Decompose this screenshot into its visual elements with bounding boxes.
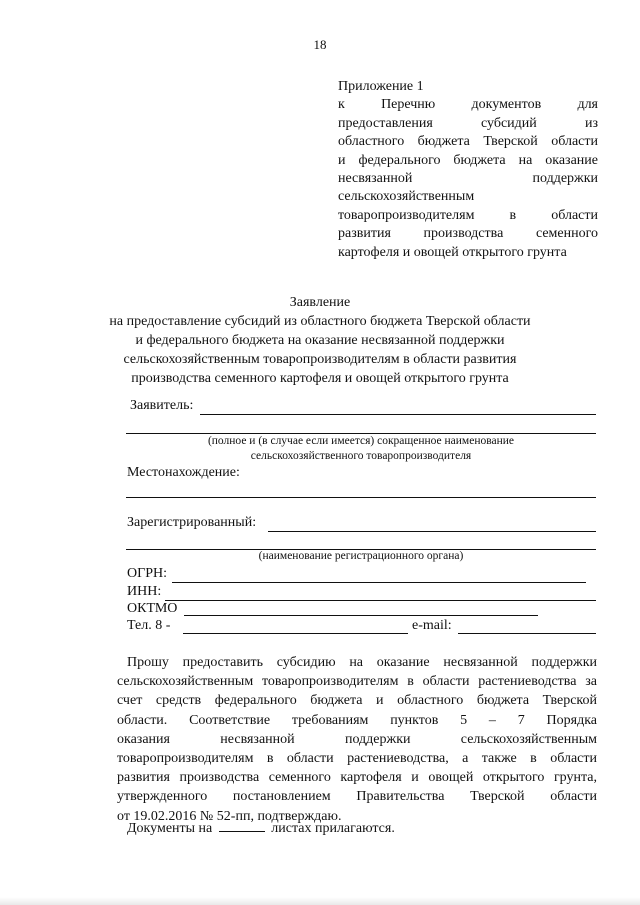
page-number: 18 [313,37,327,52]
paragraph-line: от 19.02.2016 № 52-пп, подтверждаю. [117,808,342,824]
ogrn-field[interactable] [172,582,586,583]
paragraph-line: товаропроизводителям в области растениеводства, а также в области [117,751,597,767]
email-field[interactable] [458,633,596,634]
documents-prefix: Документы на [127,821,213,836]
location-field[interactable] [126,497,596,498]
heading-line: и федерального бюджета на оказание несвязанной поддержки [135,333,505,348]
documents-suffix: листах прилагаются. [271,821,395,836]
appendix-line: сельскохозяйственным [338,189,475,205]
registered-field[interactable] [268,531,596,532]
applicant-caption: сельскохозяйственного товаропроизводителя [250,450,472,462]
inn-label: ИНН: [127,584,162,599]
heading-line: сельскохозяйственным товаропроизводителям в области развития [123,352,517,367]
email-label: e-mail: [412,618,452,633]
appendix-line: развития производства семенного [338,226,598,242]
appendix-line: к Перечню документов для [338,97,598,113]
scan-edge [0,897,640,905]
paragraph-line: области. Соответствие требованиям пунктов 5 – 7 Порядка [117,712,597,728]
sheet-count-field[interactable] [219,819,265,832]
paragraph-line: сельскохозяйственным товаропроизводителям в области растениеводства за [117,674,597,690]
applicant-field-line-2[interactable] [126,433,596,434]
paragraph-line: развития производства семенного картофеля и овощей открытого грунта, [117,770,597,786]
appendix-line: областного бюджета Тверской области [338,134,598,150]
registered-caption: (наименование регистрационного органа) [258,550,464,562]
paragraph-line: счет средств федерального бюджета и областного бюджета Тверской [117,693,597,709]
heading-title: Заявление [289,295,351,310]
attached-documents-line [127,819,395,837]
paragraph-line: утвержденного постановлением Правительства Тверской области [117,789,597,805]
inn-field[interactable] [165,600,596,601]
oktmo-label: ОКТМО [127,601,178,616]
heading-line: на предоставление субсидий из областного бюджета Тверской области [109,314,531,329]
appendix-line: и федерального бюджета на оказание [338,152,598,168]
applicant-caption: (полное и (в случае если имеется) сокращенное наименование [207,435,515,447]
oktmo-field[interactable] [184,615,538,616]
ogrn-label: ОГРН: [127,566,167,581]
applicant-label: Заявитель: [130,398,194,413]
appendix-line: несвязанной поддержки [338,171,598,187]
paragraph-line: Прошу предоставить субсидию на оказание несвязанной поддержки [127,655,597,670]
heading-line: производства семенного картофеля и овощей открытого грунта [131,371,509,386]
paragraph-line: оказания несвязанной поддержки сельскохозяйственным [117,731,597,747]
appendix-line: картофеля и овощей открытого грунта [338,244,567,260]
request-paragraph [117,653,597,826]
appendix-line: товаропроизводителям в области [338,207,598,223]
phone-label: Тел. 8 - [127,618,171,633]
appendix-line: Приложение 1 [338,79,424,94]
appendix-line: предоставления субсидий из [338,115,598,131]
location-label: Местонахождение: [127,465,240,480]
applicant-field[interactable] [200,414,596,415]
phone-field[interactable] [183,633,408,634]
registered-label: Зарегистрированный: [127,515,257,530]
